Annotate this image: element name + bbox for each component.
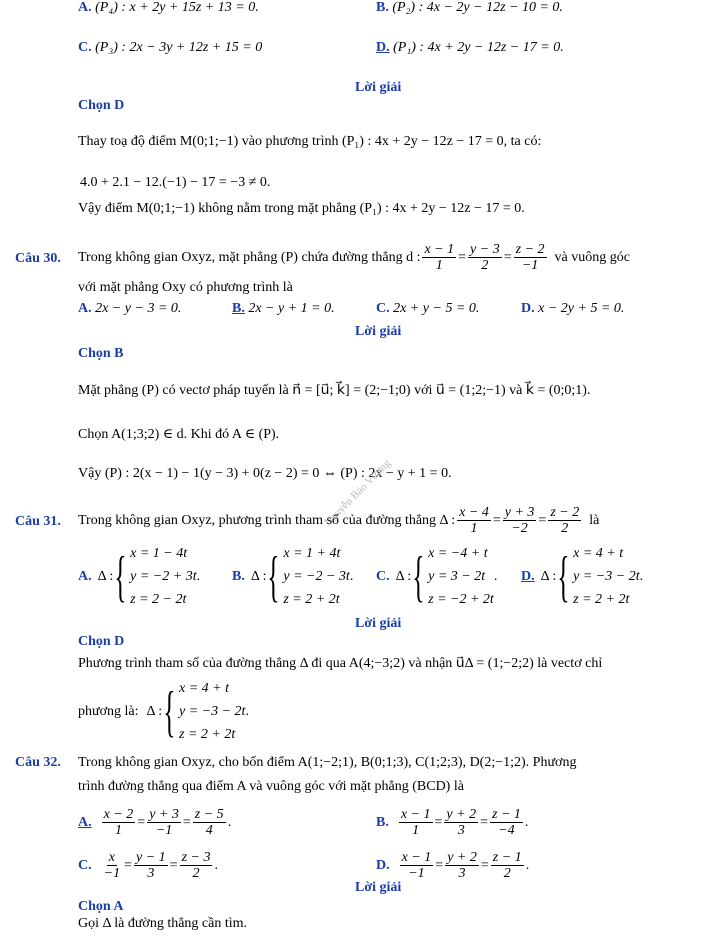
denominator: 1 [470,521,478,536]
brace-icon: { [557,545,570,608]
option-label: A. [78,568,92,584]
numerator: x − 2 [103,807,134,822]
fraction [134,850,168,882]
fraction [102,850,122,882]
system-line: x = −4 + t [428,546,488,561]
option-c[interactable]: C. $\frac{x}{-1}$ = $\frac{y - 1}{3}$ = $\frac{z - 3}{2}$ . [78,850,218,881]
question-stem: Trong không gian Oxyz, cho bốn điểm A(1;−2;1), B(0;1;3), C(1;2;3), D(2;−1;2). Phương [78,755,577,770]
numerator: y + 3 [504,505,535,520]
system-line: z = 2 + 2t [179,727,236,742]
system-end: . [196,568,201,584]
numerator: x − 1 [424,242,455,257]
option-d[interactable] [521,301,624,317]
option-label: B. [376,0,389,15]
option-d[interactable]: D. $\frac{x - 1}{-1}$ = $\frac{y + 2}{3}$ = $\frac{z - 1}{2}$ . [376,850,530,881]
numerator: x − 1 [400,807,431,822]
question-stem: Trong không gian Oxyz, phương trình tham số của đường thẳng Δ : $\frac{x - 4}{1}$ = $\frac{y + 3}{-2}$ = $\frac{z - 2}{2}$ là [78,505,600,536]
question-number: Câu 30. [15,251,61,266]
option-text: (P₂) : 4x − 2y − 12z − 10 = 0. [392,0,563,15]
numerator: y − 3 [470,242,500,257]
numerator: x [108,850,115,865]
question-stem-cont: với mặt phẳng Oxy có phương trình là [78,280,293,295]
brace-icon: { [412,545,425,608]
equation-system [556,542,639,611]
system-line: z = 2 + 2t [573,592,630,607]
fraction [491,850,524,882]
denominator: −1 [408,866,425,881]
denominator: −4 [498,823,515,838]
option-b[interactable]: B. $\frac{x - 1}{1}$ = $\frac{y + 2}{3}$ = $\frac{z - 1}{-4}$ . [376,807,529,838]
question-number: Câu 31. [15,514,61,529]
watermark: Nguyễn Bảo Vương [322,457,394,529]
system-line: z = 2 − 2t [130,592,187,607]
solution-line: Thay toạ độ điểm M(0;1;−1) vào phương trình (P₁) : 4x + 2y − 12z − 17 = 0, ta có: [78,134,542,149]
system-line: y = 3 − 2t [428,569,486,584]
option-a[interactable] [78,542,200,611]
denominator: 3 [458,866,466,881]
fraction [422,242,456,274]
numerator: z − 2 [515,242,545,257]
numerator: y − 1 [135,850,166,865]
solution-heading: Lời giải [355,324,402,339]
solution-line: 4.0 + 2.1 − 12.(−1) − 17 = −3 ≠ 0. [80,175,271,190]
fraction [548,505,581,537]
option-label: C. [78,40,92,55]
option-b[interactable] [376,0,563,16]
fraction [444,807,478,839]
option-label: D. [376,40,390,55]
numerator: z − 1 [492,807,521,822]
system-prefix: Δ : [540,568,557,584]
solution-line: Chọn A(1;3;2) ∈ d. Khi đó A ∈ (P). [78,427,280,442]
option-label: D. [521,568,535,584]
solution-line: Vậy điểm M(0;1;−1) không nằm trong mặt phẳng (P₁) : 4x + 2y − 12z − 17 = 0. [78,201,525,216]
system-prefix: Δ : [97,568,114,584]
option-b[interactable] [232,301,335,317]
option-label: B. [232,301,245,316]
denominator: −2 [511,521,528,536]
option-c[interactable] [376,542,497,611]
option-label: C. [78,858,92,873]
option-label: A. [78,815,92,830]
solution-line: Mặt phẳng (P) có vectơ pháp tuyến là n⃗ = [u⃗; k⃗] = (2;−1;0) với u⃗ = (1;2;−1) và k⃗ = (0;0;1). [78,383,591,398]
system-end: . [245,703,249,719]
system-line: z = −2 + 2t [428,592,494,607]
numerator: y + 2 [446,807,477,822]
numerator: z − 1 [492,850,522,865]
fraction [147,807,181,839]
system-line: y = −3 − 2t [573,569,640,584]
question-stem: Trong không gian Oxyz, mặt phẳng (P) chứa đường thẳng d : $\frac{x - 1}{1}$ = $\frac{y - 3}{2}$ = $\frac{z - 2}{-1}$ và vuông góc [78,242,630,273]
denominator: 2 [481,258,489,273]
option-text: x − 2y + 5 = 0. [538,301,625,316]
option-b[interactable] [232,542,353,611]
system-line: x = 1 − 4t [130,546,188,561]
numerator: z − 2 [550,505,580,520]
fraction [400,850,434,882]
brace-icon: { [267,545,280,608]
numerator: x − 1 [401,850,432,865]
system-end: . [639,568,644,584]
fraction [102,807,136,839]
stem-text: là [589,513,600,528]
fraction [180,850,213,882]
solution-line: Phương trình tham số của đường thẳng Δ đi qua A(4;−3;2) và nhận u⃗Δ = (1;−2;2) là vectơ chỉ [78,656,603,671]
option-a[interactable] [78,301,181,317]
option-c[interactable] [78,40,262,56]
option-d[interactable] [521,542,643,611]
equation-system [162,677,245,746]
system-line: y = −2 + 3t [130,569,197,584]
system-line: y = −2 − 3t [283,569,350,584]
question-stem-cont: trình đường thẳng qua điểm A và vuông góc với mặt phẳng (BCD) là [78,779,464,794]
option-label: D. [521,301,535,316]
system-prefix: Δ : [146,703,163,719]
option-label: C. [376,568,390,584]
answer-choice: Chọn D [78,634,125,649]
answer-choice: Chọn B [78,346,124,361]
fraction [399,807,433,839]
solution-system-line [78,677,249,746]
option-a[interactable] [78,0,259,16]
denominator: 1 [114,823,122,838]
system-end: . [349,568,354,584]
system-line: z = 2 + 2t [283,592,340,607]
solution-heading: Lời giải [355,880,402,895]
option-label: B. [232,568,245,584]
denominator: 3 [457,823,465,838]
option-a[interactable]: A. $\frac{x - 2}{1}$ = $\frac{y + 3}{-1}$ = $\frac{z - 5}{4}$ . [78,807,232,838]
numerator: x − 4 [459,505,489,520]
option-label: D. [376,858,390,873]
denominator: 4 [205,823,213,838]
option-text: 2x − y + 1 = 0. [248,301,335,316]
brace-icon: { [163,680,176,743]
answer-choice: Chọn D [78,98,125,113]
denominator: 2 [503,866,511,881]
fraction [490,807,523,839]
numerator: z − 5 [194,807,224,822]
fraction [503,505,537,537]
option-text: (P₄) : x + 2y + 15z + 13 = 0. [95,0,259,15]
option-label: C. [376,301,390,316]
stem-text: Trong không gian Oxyz, mặt phẳng (P) chứa đường thẳng d : [78,250,421,265]
denominator: 3 [147,866,155,881]
numerator: z − 3 [181,850,211,865]
fraction [514,242,547,274]
system-prefix: Δ : [395,568,412,584]
solution-heading: Lời giải [355,616,402,631]
system-prefix: Δ : [250,568,267,584]
option-label: A. [78,0,92,15]
option-text: 2x + y − 5 = 0. [393,301,480,316]
option-c[interactable] [376,301,479,317]
stem-text: Trong không gian Oxyz, phương trình tham số của đường thẳng Δ : [78,513,456,528]
system-line: x = 4 + t [179,681,229,696]
denominator: −1 [155,823,173,838]
fraction [193,807,226,839]
denominator: −1 [103,866,121,881]
option-text: (P₃) : 2x − 3y + 12z + 15 = 0 [95,40,263,55]
option-text: 2x − y − 3 = 0. [95,301,182,316]
denominator: 2 [561,521,569,536]
option-text: (P₁) : 4x + 2y − 12z − 17 = 0. [393,40,564,55]
brace-icon: { [114,545,127,608]
option-label: A. [78,301,92,316]
fraction [445,850,479,882]
denominator: −1 [521,258,539,273]
question-number: Câu 32. [15,755,61,770]
system-line: x = 1 + 4t [283,546,341,561]
system-line: x = 4 + t [573,546,624,561]
numerator: y + 2 [447,850,477,865]
equation-system [266,542,349,611]
solution-text: phương là: [78,703,139,719]
system-end: . [493,568,498,584]
denominator: 1 [435,258,443,273]
equation-system [113,542,196,611]
option-label: B. [376,815,389,830]
stem-text: và vuông góc [554,250,630,265]
solution-line: Vậy (P) : 2(x − 1) − 1(y − 3) + 0(z − 2) = 0 ⇔ (P) : 2x − y + 1 = 0. [78,466,452,481]
denominator: 2 [192,866,200,881]
solution-line: Gọi Δ là đường thẳng cần tìm. [78,916,248,931]
denominator: 1 [412,823,420,838]
system-line: y = −3 − 2t [179,704,246,719]
solution-heading: Lời giải [355,80,402,95]
fraction [457,505,491,537]
fraction [468,242,502,274]
numerator: y + 3 [149,807,179,822]
answer-choice: Chọn A [78,899,124,914]
equation-system [411,542,494,611]
option-d[interactable] [376,40,564,56]
